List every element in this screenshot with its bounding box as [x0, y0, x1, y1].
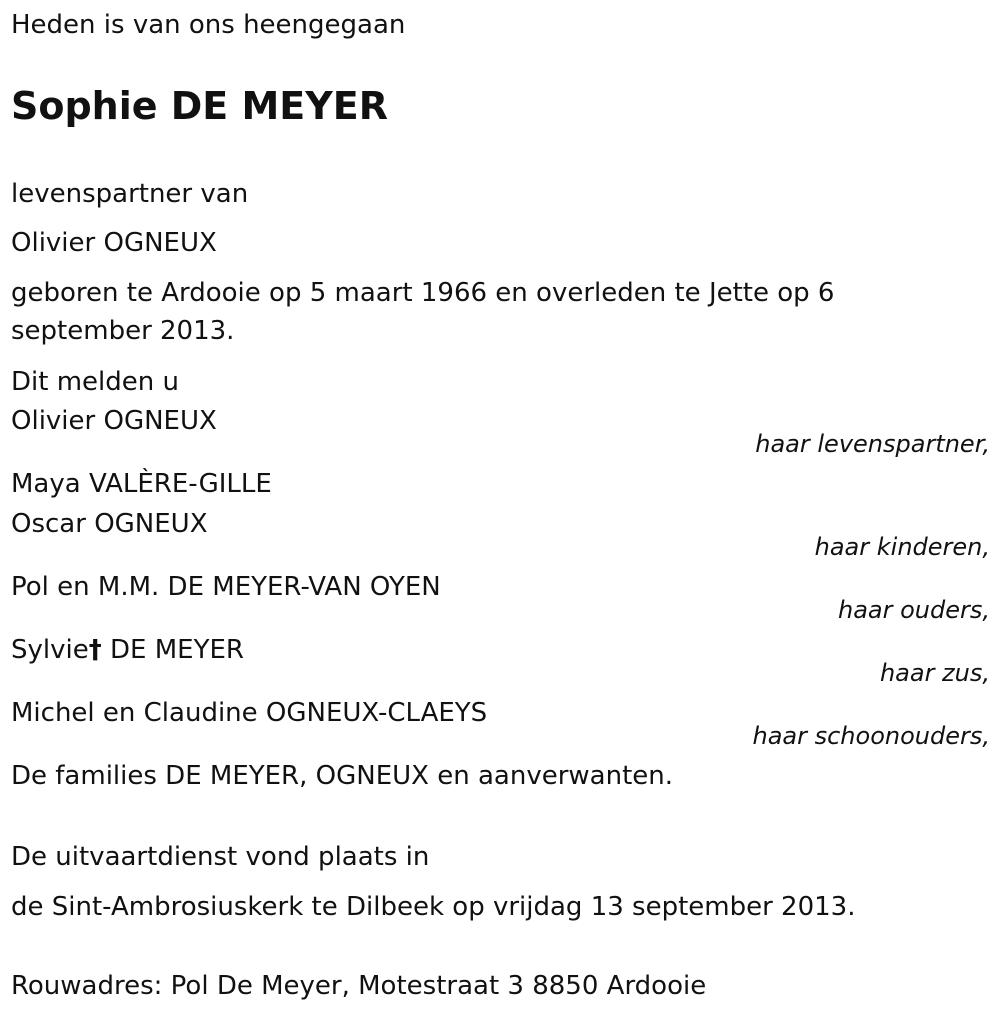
- family-inlaws-role: haar schoonouders,: [752, 722, 990, 750]
- announcers-intro: Dit melden u: [11, 367, 179, 397]
- family-parents-role: haar ouders,: [837, 596, 990, 624]
- address-text: Rouwadres: Pol De Meyer, Motestraat 3 8850 Ardooie: [11, 971, 707, 1001]
- family-partner-role: haar levenspartner,: [755, 430, 990, 458]
- family-sister-role: haar zus,: [879, 659, 990, 687]
- sister-first-name: Sylvie: [11, 635, 89, 665]
- deceased-name: Sophie DE MEYER: [11, 84, 388, 128]
- partner-label: levenspartner van: [11, 179, 249, 209]
- service-line-1: De uitvaartdienst vond plaats in: [11, 842, 430, 872]
- family-parents-name: Pol en M.M. DE MEYER-VAN OYEN: [11, 572, 441, 602]
- family-sister-name: [11, 631, 244, 669]
- family-children-role: haar kinderen,: [814, 533, 990, 561]
- sister-last-name: DE MEYER: [101, 635, 244, 665]
- family-child-1: Maya VALÈRE-GILLE: [11, 469, 272, 499]
- service-line-2: de Sint-Ambrosiuskerk te Dilbeek op vrijdag 13 september 2013.: [11, 892, 856, 922]
- family-partner-name: Olivier OGNEUX: [11, 406, 217, 436]
- partner-name: Olivier OGNEUX: [11, 228, 217, 258]
- birth-death-text: geboren te Ardooie op 5 maart 1966 en overleden te Jette op 6 september 2013.: [11, 278, 835, 346]
- cross-icon: †: [88, 635, 102, 665]
- family-child-2: Oscar OGNEUX: [11, 509, 208, 539]
- intro-text: Heden is van ons heengegaan: [11, 10, 406, 40]
- families-text: De families DE MEYER, OGNEUX en aanverwanten.: [11, 761, 674, 791]
- family-inlaws-name: Michel en Claudine OGNEUX-CLAEYS: [11, 698, 488, 728]
